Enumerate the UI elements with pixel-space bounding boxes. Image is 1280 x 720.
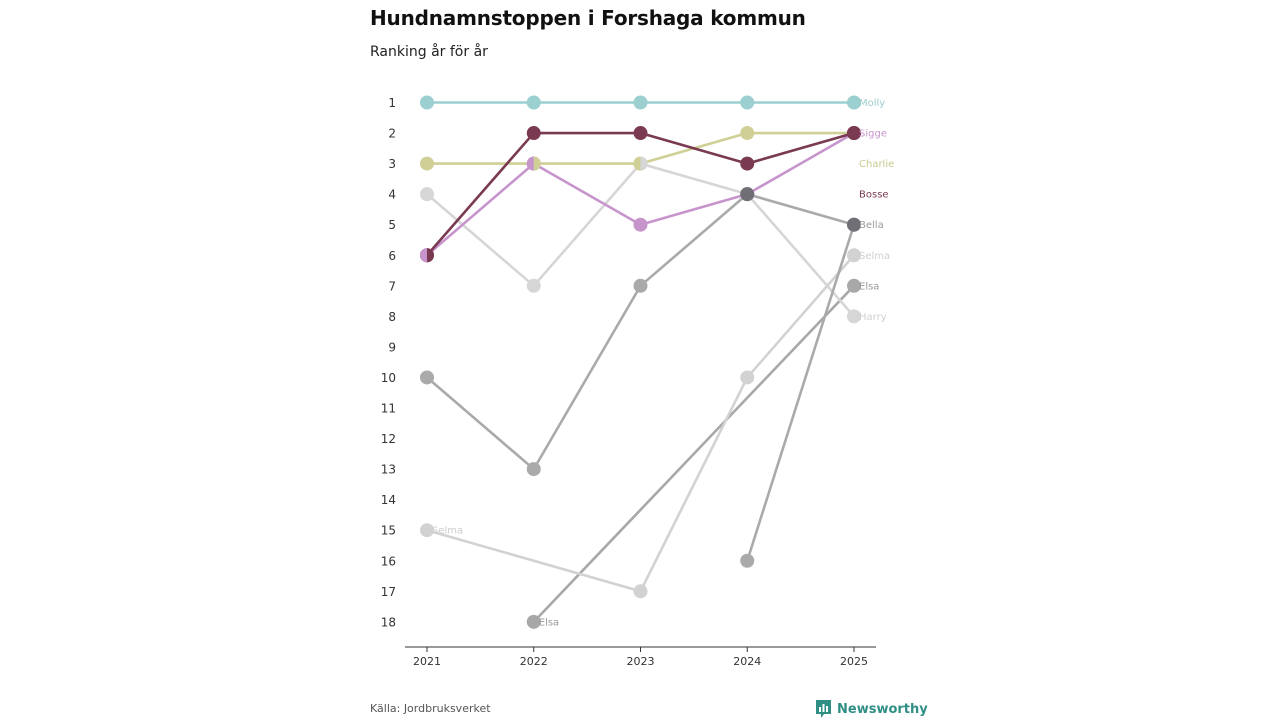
brand-name: Newsworthy (837, 701, 928, 717)
newsworthy-icon (816, 700, 831, 718)
data-point (420, 96, 434, 110)
data-point (740, 126, 754, 140)
y-tick-label: 9 (388, 340, 396, 355)
y-tick-label: 16 (380, 554, 396, 569)
y-tick-label: 10 (380, 370, 396, 385)
data-point (634, 279, 648, 293)
series-unnamed (740, 218, 861, 568)
chart-subtitle: Ranking år för år (370, 44, 488, 60)
series-bosse (420, 126, 861, 262)
y-tick-label: 15 (380, 523, 396, 538)
data-point (527, 96, 541, 110)
series-line (427, 133, 854, 255)
data-point (527, 279, 541, 293)
end-label-charlie: Charlie (859, 159, 895, 171)
data-point (740, 370, 754, 384)
data-point (527, 126, 541, 140)
x-tick-label: 2023 (626, 655, 655, 668)
y-tick-label: 17 (380, 584, 396, 599)
source-text: Källa: Jordbruksverket (370, 702, 491, 715)
end-label-sigge: Sigge (859, 128, 887, 140)
y-tick-label: 13 (380, 462, 396, 477)
brand-logo (816, 700, 928, 718)
series-elsa (527, 279, 861, 629)
data-point (634, 96, 648, 110)
data-point (740, 96, 754, 110)
y-tick-label: 2 (388, 126, 396, 141)
series-harry (420, 157, 861, 324)
x-tick-label: 2024 (733, 655, 762, 668)
data-point (740, 157, 754, 171)
data-point (634, 584, 648, 598)
x-tick-label: 2021 (413, 655, 441, 668)
data-point (527, 462, 541, 476)
series-selma (420, 248, 861, 598)
data-point (420, 187, 434, 201)
highlight-point (740, 187, 754, 201)
series-sigge (420, 126, 861, 262)
data-point (740, 554, 754, 568)
data-point (420, 370, 434, 384)
series-line (427, 164, 854, 317)
y-tick-label: 7 (388, 279, 396, 294)
data-point (420, 157, 434, 171)
y-tick-label: 4 (388, 187, 396, 202)
data-point (634, 126, 648, 140)
series-line (747, 225, 854, 561)
end-label-bosse: Bosse (859, 189, 889, 201)
y-tick-label: 1 (388, 96, 396, 110)
series-line (534, 286, 854, 622)
data-point (634, 218, 648, 232)
end-label-molly: Molly (859, 98, 886, 109)
end-label-harry: Harry (859, 311, 887, 323)
x-tick-label: 2022 (519, 655, 548, 668)
y-tick-label: 11 (380, 401, 396, 416)
end-label-bella: Bella (859, 220, 884, 232)
split-point-right (641, 157, 648, 171)
y-tick-label: 12 (380, 432, 396, 447)
end-label-elsa: Elsa (859, 281, 880, 293)
chart-title: Hundnamnstoppen i Forshaga kommun (370, 6, 806, 30)
y-tick-label: 8 (388, 309, 396, 324)
series-molly (420, 96, 861, 110)
inline-label-selma: Selma (432, 525, 464, 537)
y-tick-label: 5 (388, 218, 396, 233)
inline-label-elsa: Elsa (538, 617, 560, 629)
y-tick-label: 14 (380, 493, 396, 508)
split-point-left (420, 248, 427, 262)
y-tick-label: 3 (388, 157, 396, 172)
end-label-selma: Selma (859, 250, 891, 262)
y-tick-label: 6 (388, 248, 396, 263)
y-tick-label: 18 (380, 615, 396, 630)
x-tick-label: 2025 (840, 655, 868, 668)
